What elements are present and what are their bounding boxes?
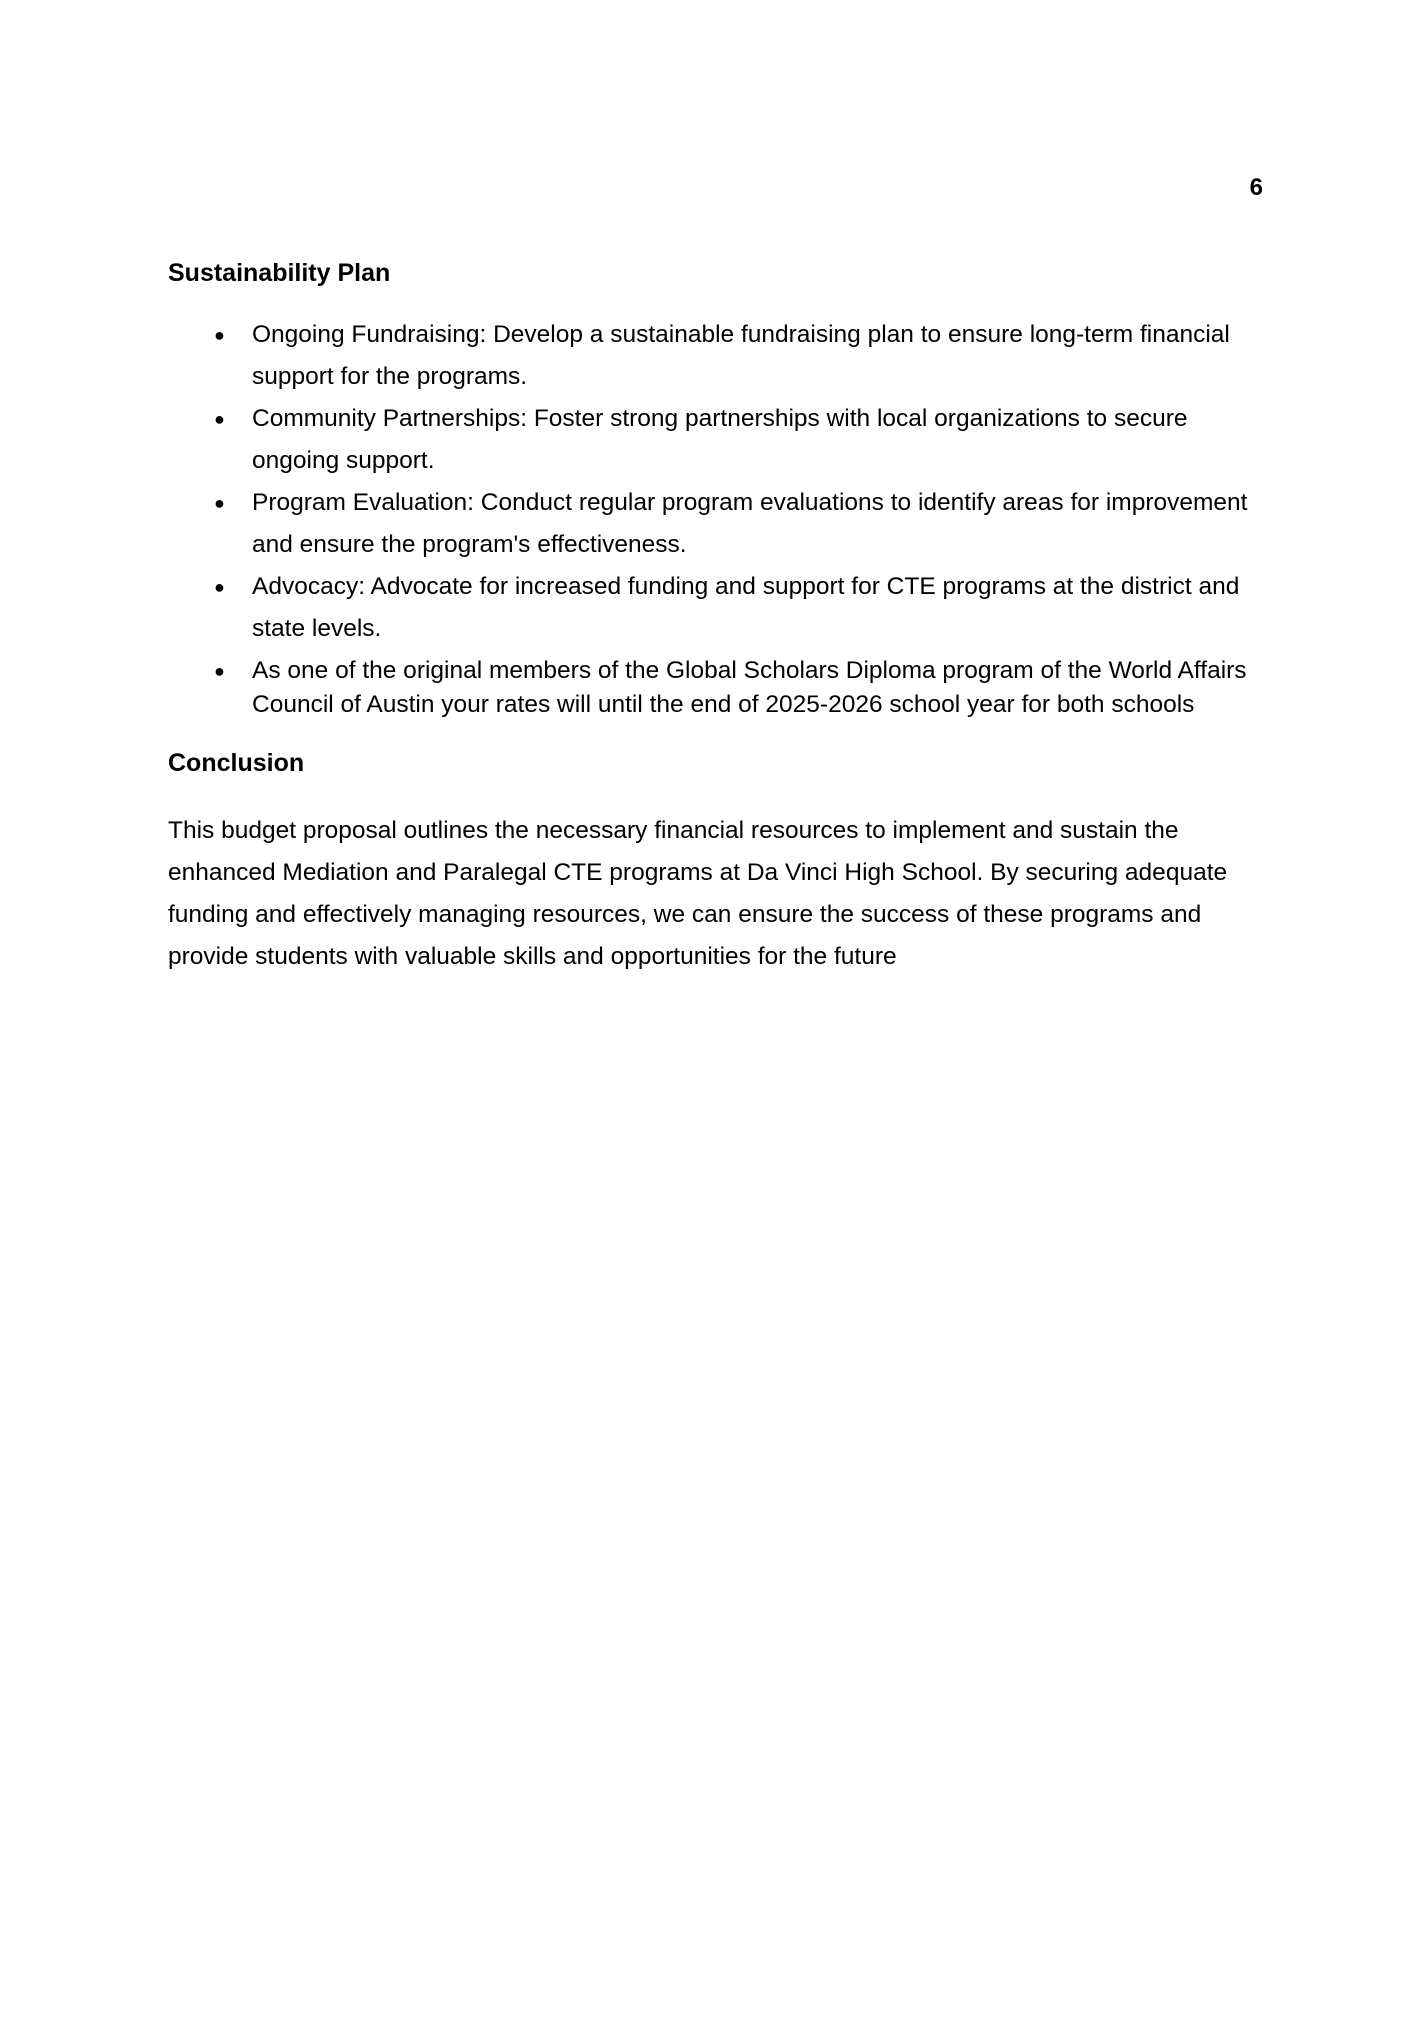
list-item-text: As one of the original members of the Global Scholars Diploma program of the World Affairs Council of Austin your rates will until the end of 2025-2026 school year for both schools [252, 657, 1247, 718]
list-item [168, 314, 1248, 398]
list-item-text: Program Evaluation: Conduct regular program evaluations to identify areas for improvement and ensure the program's effectiveness. [252, 489, 1248, 558]
page-number: 6 [1249, 174, 1263, 201]
list-item-text: Advocacy: Advocate for increased funding and support for CTE programs at the district and state levels. [252, 573, 1240, 642]
sustainability-bullet-list [168, 314, 1248, 722]
bullet-icon: ● [214, 409, 225, 429]
list-item-text: Ongoing Fundraising: Develop a sustainable fundraising plan to ensure long-term financial support for the programs. [252, 321, 1230, 390]
bullet-icon: ● [214, 325, 225, 345]
sustainability-plan-heading: Sustainability Plan [168, 259, 391, 287]
list-item [168, 482, 1248, 566]
list-item [168, 654, 1248, 722]
bullet-icon: ● [214, 577, 225, 597]
list-item-text: Community Partnerships: Foster strong partnerships with local organizations to secure ongoing support. [252, 405, 1188, 474]
bullet-icon: ● [214, 493, 225, 513]
conclusion-paragraph: This budget proposal outlines the necessary financial resources to implement and sustain the enhanced Mediation and Paralegal CTE programs at Da Vinci High School. By securing adequate funding and effectively managing resources, we can ensure the success of these programs and provide students with valuable skills and opportunities for the future [168, 817, 1228, 970]
list-item [168, 566, 1248, 650]
page-content [168, 258, 1248, 978]
conclusion-heading: Conclusion [168, 749, 305, 777]
list-item [168, 398, 1248, 482]
bullet-icon: ● [214, 661, 225, 681]
